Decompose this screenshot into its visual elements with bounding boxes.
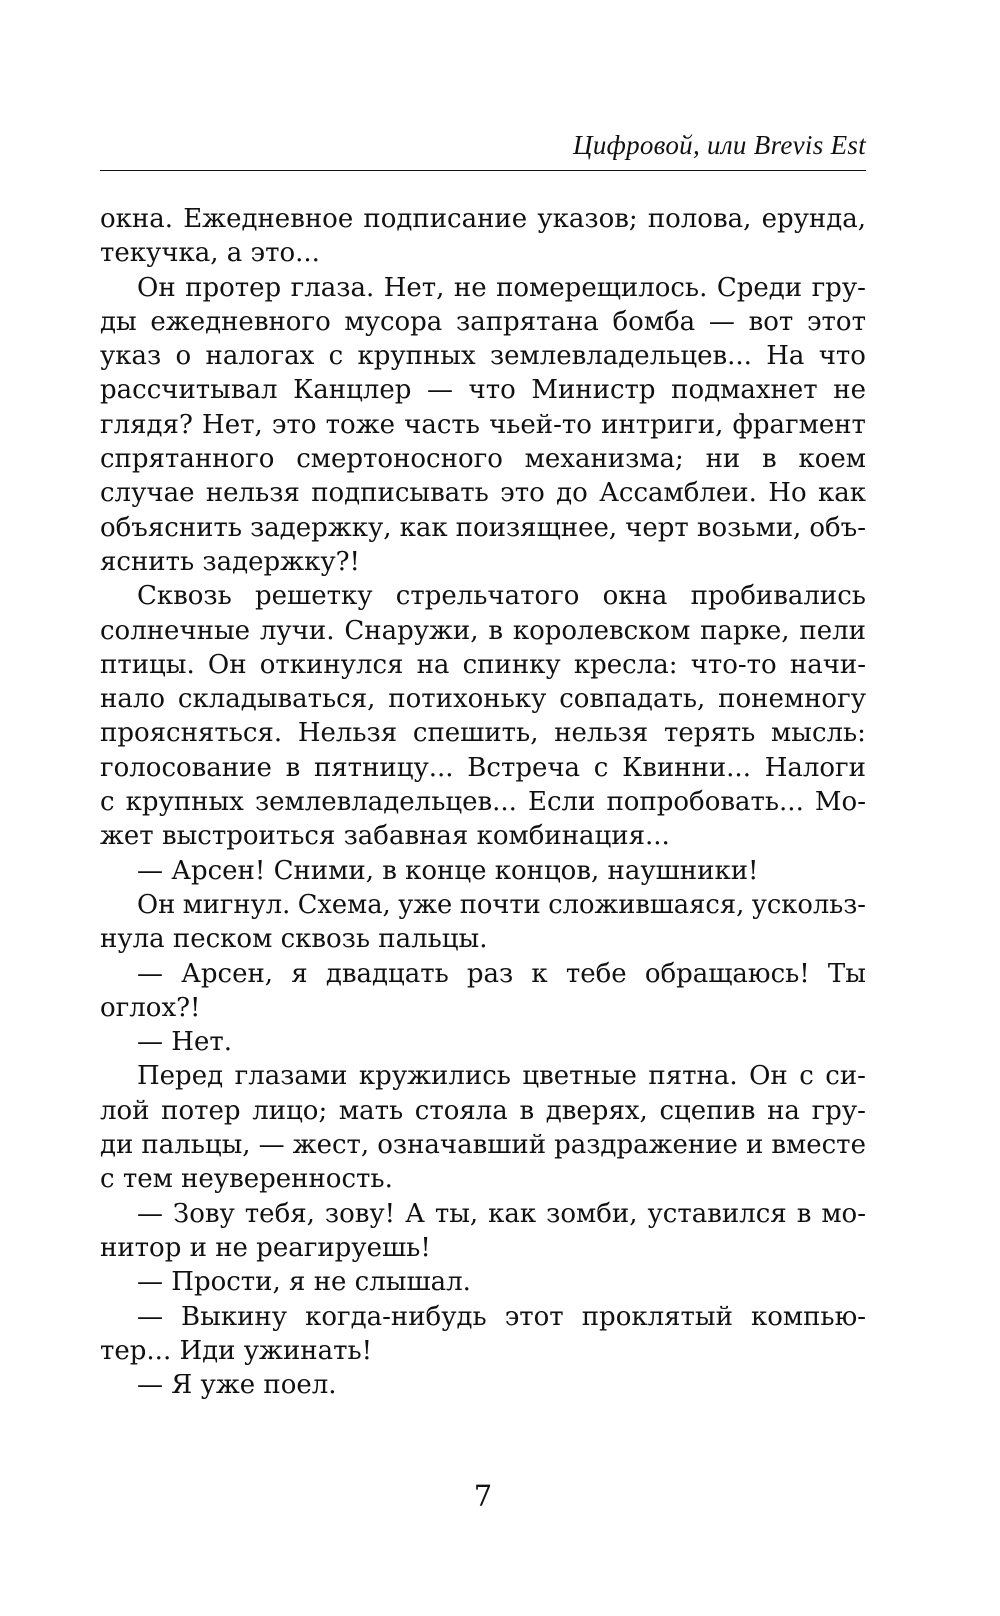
word: полова,	[647, 204, 752, 234]
text-line: оглох?!	[100, 992, 201, 1023]
word: указ	[100, 341, 162, 372]
word: пробивались	[690, 581, 866, 612]
word: нельзя	[554, 718, 649, 749]
book-page	[100, 0, 866, 1616]
text-line	[100, 648, 866, 682]
word: мо-	[821, 1198, 866, 1229]
word: что	[468, 375, 516, 406]
word: раздражение	[554, 1130, 738, 1161]
text-line	[100, 511, 866, 545]
word: проясняться.	[100, 718, 283, 749]
word: задержку,	[250, 512, 392, 543]
text-line	[100, 408, 866, 442]
word: Ежедневное	[183, 204, 354, 234]
word: в	[285, 752, 301, 783]
word: раз	[466, 958, 514, 989]
text-line	[100, 614, 866, 648]
text-line	[100, 751, 866, 785]
word: на	[767, 1095, 800, 1126]
word: как	[817, 478, 866, 509]
word: Сквозь	[137, 581, 232, 612]
word: ерунда,	[761, 204, 866, 234]
word: начи-	[789, 649, 866, 680]
word: Но	[768, 478, 807, 509]
word: откинулся	[259, 649, 404, 680]
text-line	[100, 202, 866, 236]
word: тоже	[325, 409, 395, 440]
text-line	[100, 476, 866, 510]
word: —	[137, 1198, 163, 1229]
text-line: жет выстроиться забавная комбинация...	[100, 821, 670, 852]
word: —	[137, 1301, 163, 1332]
word: вместе	[771, 1130, 866, 1161]
word: в	[762, 444, 777, 475]
word: бомба	[612, 306, 696, 337]
word: проклятый	[581, 1301, 733, 1332]
word: окна.	[100, 204, 173, 234]
text-line	[100, 785, 866, 819]
word: глаза.	[290, 272, 375, 303]
word: совпадать,	[559, 684, 706, 715]
word: лучи.	[259, 615, 335, 646]
word: Снаружи,	[344, 615, 479, 646]
word: решетку	[255, 581, 373, 612]
word: понемногу	[718, 684, 866, 715]
word: механизма;	[524, 444, 684, 475]
word: возьми,	[696, 512, 802, 543]
word: когда-нибудь	[305, 1301, 487, 1332]
word: потер	[161, 1095, 241, 1126]
word: ежедневного	[150, 306, 331, 337]
text-line	[100, 1094, 866, 1128]
text-line	[100, 442, 866, 476]
text-line: тер... Иди ужинать!	[100, 1335, 373, 1366]
word: Схема,	[297, 889, 391, 920]
word: Зову	[173, 1198, 235, 1229]
word: поизящнее,	[455, 512, 618, 543]
word: стояла	[414, 1095, 508, 1126]
text-line	[100, 957, 866, 991]
word: мать	[338, 1095, 404, 1126]
running-head: Цифровой, или Brevis Est	[573, 130, 866, 160]
word: глазами	[234, 1061, 348, 1092]
word: ускольз-	[751, 889, 866, 920]
word: Квинни...	[622, 752, 751, 783]
word: сложившаяся,	[548, 889, 745, 920]
word: —	[426, 375, 453, 406]
word: рассчитывал	[100, 375, 278, 406]
word: налогах	[205, 341, 315, 372]
word: спрятанного	[100, 444, 275, 475]
word: ты,	[434, 1198, 479, 1229]
word: обращаюсь!	[644, 958, 810, 989]
word: Перед	[137, 1061, 224, 1092]
word: Он	[207, 649, 247, 680]
word: цветные	[522, 1061, 637, 1092]
word: мигнул.	[182, 889, 291, 920]
word: спешить,	[412, 718, 539, 749]
text-line	[100, 1059, 866, 1093]
text-line: — Я уже поел.	[137, 1370, 337, 1401]
word: Министр	[531, 375, 656, 406]
word: тебе	[565, 958, 627, 989]
text-line: яснить задержку?!	[100, 546, 360, 577]
word: двадцать	[325, 958, 449, 989]
word: глядя?	[100, 409, 193, 440]
word: Если	[527, 787, 596, 818]
word: Канцлер	[293, 375, 412, 406]
text-line	[100, 716, 866, 750]
text-line: с тем неуверенность.	[100, 1164, 393, 1195]
word: —	[708, 306, 735, 337]
word: уставился	[647, 1198, 787, 1229]
text-line: — Прости, я не слышал.	[137, 1267, 471, 1298]
word: подмахнет	[671, 375, 818, 406]
word: Он	[137, 889, 176, 920]
word: часть	[404, 409, 480, 440]
word: гру-	[811, 272, 866, 303]
text-line	[100, 305, 866, 339]
word: терять	[663, 718, 756, 749]
word: ди	[100, 1130, 134, 1161]
word: Выкину	[181, 1301, 288, 1332]
word: я	[291, 958, 308, 989]
word: запрятана	[456, 306, 599, 337]
word: зомби,	[546, 1198, 638, 1229]
word: Нет,	[202, 409, 263, 440]
word: Ты	[827, 958, 866, 989]
word: —	[258, 1130, 285, 1161]
text-line	[100, 579, 866, 613]
word: в	[796, 1198, 812, 1229]
word: протер	[185, 272, 282, 303]
word: крупных	[357, 341, 476, 372]
text-line: текучка, а это...	[100, 238, 320, 269]
word: кружились	[358, 1061, 511, 1092]
word: нало	[100, 684, 165, 715]
word: объяснить	[100, 512, 243, 543]
word: на	[416, 649, 450, 680]
text-line: нула песком сквозь пальцы.	[100, 924, 488, 955]
text-line	[100, 1128, 866, 1162]
word: это	[271, 409, 317, 440]
word: складываться,	[177, 684, 376, 715]
word: до	[556, 478, 588, 509]
word: как	[488, 1198, 537, 1229]
word: Он	[749, 1061, 788, 1092]
word: интриги,	[601, 409, 724, 440]
text-line: — Арсен! Сними, в конце концов, наушники!	[137, 855, 759, 886]
word: сцепив	[659, 1095, 756, 1126]
word: Нельзя	[297, 718, 398, 749]
word: черт	[625, 512, 689, 543]
word: объ-	[809, 512, 866, 543]
word: гру-	[811, 1095, 866, 1126]
word: голосование	[100, 752, 272, 783]
word: с	[328, 341, 344, 372]
word: указов;	[537, 204, 638, 234]
word: лой	[100, 1095, 150, 1126]
word: зову!	[324, 1198, 396, 1229]
word: как	[399, 512, 448, 543]
word: землевладельцев...	[489, 341, 752, 372]
word: этот	[806, 306, 866, 337]
word: Мо-	[814, 787, 866, 818]
word: фрагмент	[732, 409, 866, 440]
text-line: нитор и не реагируешь!	[100, 1232, 431, 1263]
word: случае	[100, 478, 195, 509]
word: нельзя	[205, 478, 300, 509]
word: чьей-то	[489, 409, 592, 440]
word: землевладельцев...	[254, 787, 517, 818]
word: спинку	[462, 649, 561, 680]
word: крупных	[125, 787, 244, 818]
word: пальцы,	[141, 1130, 251, 1161]
word: жест,	[292, 1130, 370, 1161]
word: кресла:	[573, 649, 678, 680]
text-line	[100, 1300, 866, 1334]
word: что	[818, 341, 866, 372]
body-text	[100, 202, 866, 1402]
word: На	[766, 341, 805, 372]
word: померещилось.	[496, 272, 708, 303]
header-rule	[100, 170, 866, 171]
word: с	[799, 1061, 814, 1092]
word: королевском	[512, 615, 691, 646]
word: солнечные	[100, 615, 251, 646]
text-line	[100, 1197, 866, 1231]
word: означавший	[377, 1130, 547, 1161]
word: пятна.	[648, 1061, 738, 1092]
text-line	[100, 888, 866, 922]
word: подписывать	[311, 478, 489, 509]
word: Среди	[716, 272, 803, 303]
word: подписание	[363, 204, 528, 234]
word: в	[519, 1095, 535, 1126]
word: Арсен,	[181, 958, 274, 989]
word: потихоньку	[388, 684, 547, 715]
text-line	[100, 373, 866, 407]
word: не	[833, 375, 866, 406]
word: Налоги	[764, 752, 866, 783]
page-number: 7	[473, 1479, 493, 1513]
word: с	[100, 787, 115, 818]
word: коем	[798, 444, 866, 475]
word: Встреча	[467, 752, 581, 783]
word: к	[531, 958, 548, 989]
word: пятницу...	[313, 752, 454, 783]
text-line	[100, 271, 866, 305]
word: не	[453, 272, 487, 303]
word: Он	[137, 272, 176, 303]
word: и	[745, 1130, 764, 1161]
word: лицо;	[252, 1095, 328, 1126]
word: попробовать...	[606, 787, 804, 818]
word: птицы.	[100, 649, 195, 680]
word: А	[405, 1198, 425, 1229]
word: почти	[459, 889, 541, 920]
word: компью-	[750, 1301, 866, 1332]
text-line	[100, 339, 866, 373]
word: с	[593, 752, 609, 783]
word: парке,	[700, 615, 790, 646]
word: о	[175, 341, 192, 372]
word: этот	[504, 1301, 564, 1332]
word: Ассамблеи.	[599, 478, 757, 509]
text-line: — Нет.	[137, 1027, 232, 1058]
word: мысль:	[771, 718, 866, 749]
word: си-	[825, 1061, 866, 1092]
word: дверях,	[545, 1095, 648, 1126]
word: ды	[100, 306, 137, 337]
word: мусора	[344, 306, 443, 337]
word: —	[137, 958, 163, 989]
word: уже	[398, 889, 453, 920]
word: что-то	[690, 649, 777, 680]
word: это	[500, 478, 545, 509]
word: Нет,	[383, 272, 445, 303]
word: смертоносного	[296, 444, 503, 475]
word: в	[488, 615, 504, 646]
word: ни	[705, 444, 741, 475]
text-line	[100, 682, 866, 716]
word: стрельчатого	[395, 581, 580, 612]
word: тебя,	[244, 1198, 315, 1229]
word: окна	[602, 581, 668, 612]
word: вот	[748, 306, 794, 337]
word: пели	[799, 615, 866, 646]
